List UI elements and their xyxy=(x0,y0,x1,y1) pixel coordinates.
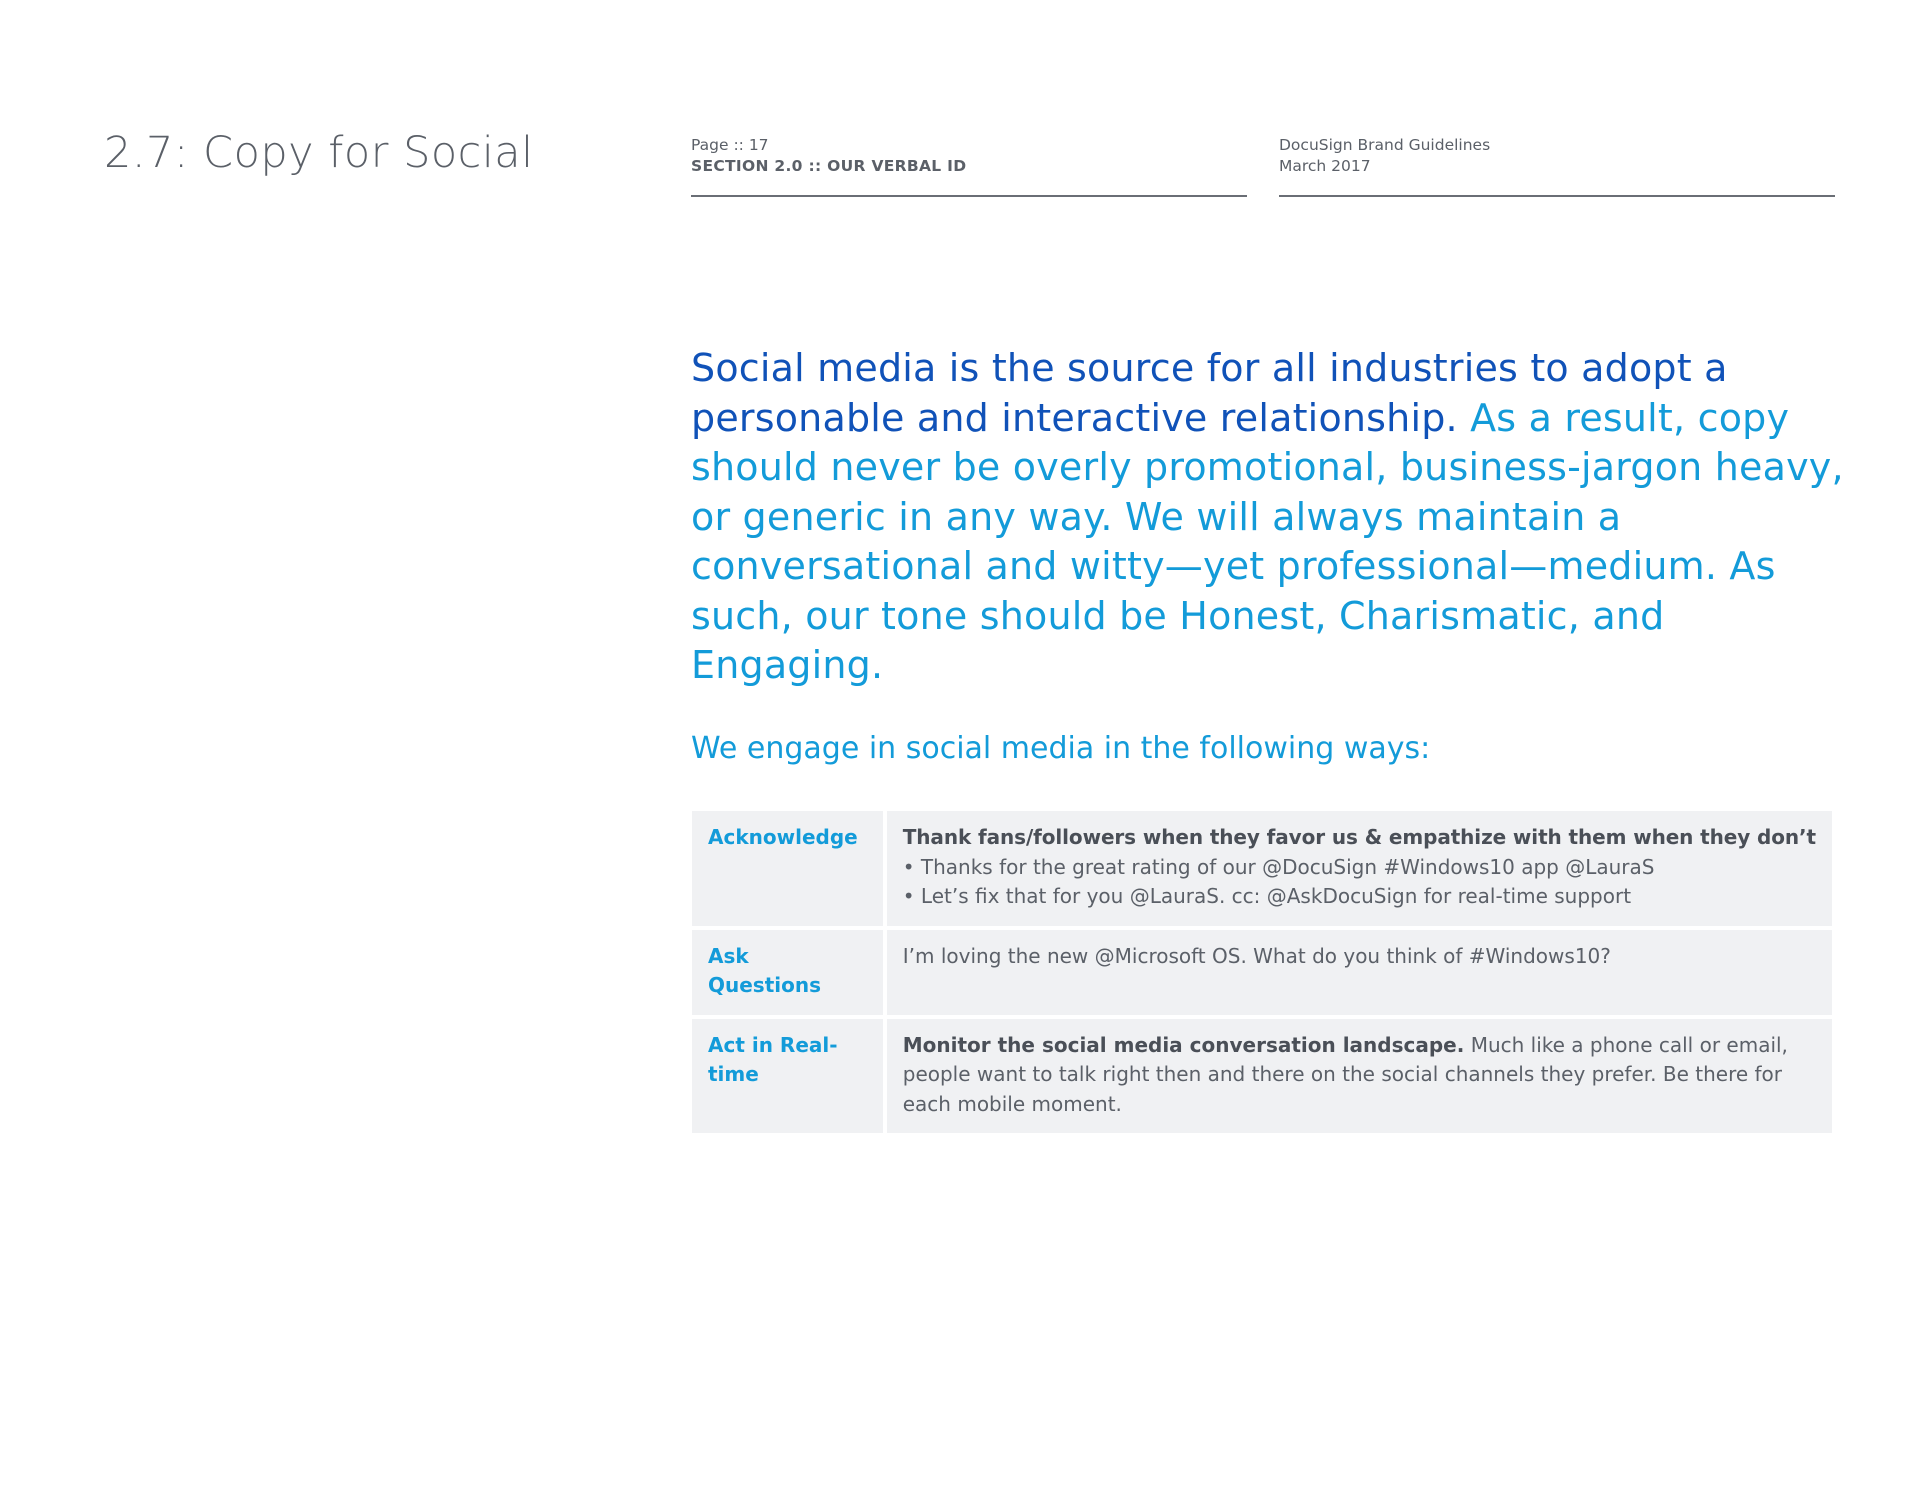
row-label: Ask Questions xyxy=(692,930,887,1019)
ways-heading: We engage in social media in the following ways: xyxy=(691,731,1431,766)
row-lead: Monitor the social media conversation landscape. xyxy=(902,1032,1465,1057)
table-row xyxy=(692,1019,1832,1134)
example-bullet: • Let’s fix that for you @LauraS. cc: @AskDocuSign for real-time support xyxy=(902,884,1632,908)
row-description xyxy=(887,811,1832,930)
example-bullet: • Thanks for the great rating of our @DocuSign #Windows10 app @LauraS xyxy=(902,854,1655,879)
intro-lead: Social media is the source for all industries to adopt a personable and interactive relationship. xyxy=(691,346,1728,440)
page-meta xyxy=(691,135,1247,197)
row-description xyxy=(887,930,1832,1019)
document-date: March 2017 xyxy=(1279,157,1371,175)
table-row xyxy=(692,930,1832,1019)
row-label: Act in Real-time xyxy=(692,1019,887,1134)
row-lead: Thank fans/followers when they favor us & empathize with them when they don’t xyxy=(902,825,1816,849)
page-number: Page :: 17 xyxy=(691,136,769,154)
document-meta xyxy=(1279,135,1835,197)
intro-rest: As a result, copy should never be overly promotional, business-jargon heavy, or generic in any way. We will always maintain a conversational and witty—yet professional—medium. As such, our tone should be Honest, Charismatic, and Engaging. xyxy=(691,395,1844,687)
row-text: I’m loving the new @Microsoft OS. What do you think of #Windows10? xyxy=(902,943,1611,968)
page-title: 2.7: Copy for Social xyxy=(104,128,534,178)
table-row xyxy=(692,811,1832,930)
section-label: SECTION 2.0 :: OUR VERBAL ID xyxy=(691,157,967,175)
row-label: Acknowledge xyxy=(692,811,887,930)
document-title: DocuSign Brand Guidelines xyxy=(1279,136,1491,154)
row-description xyxy=(887,1019,1832,1134)
ways-table xyxy=(692,811,1832,1133)
row-text: Much like a phone call or email, people want to talk right then and there on the social channels they prefer. Be there for each mobile moment. xyxy=(902,1032,1788,1116)
intro-paragraph xyxy=(691,344,1861,691)
